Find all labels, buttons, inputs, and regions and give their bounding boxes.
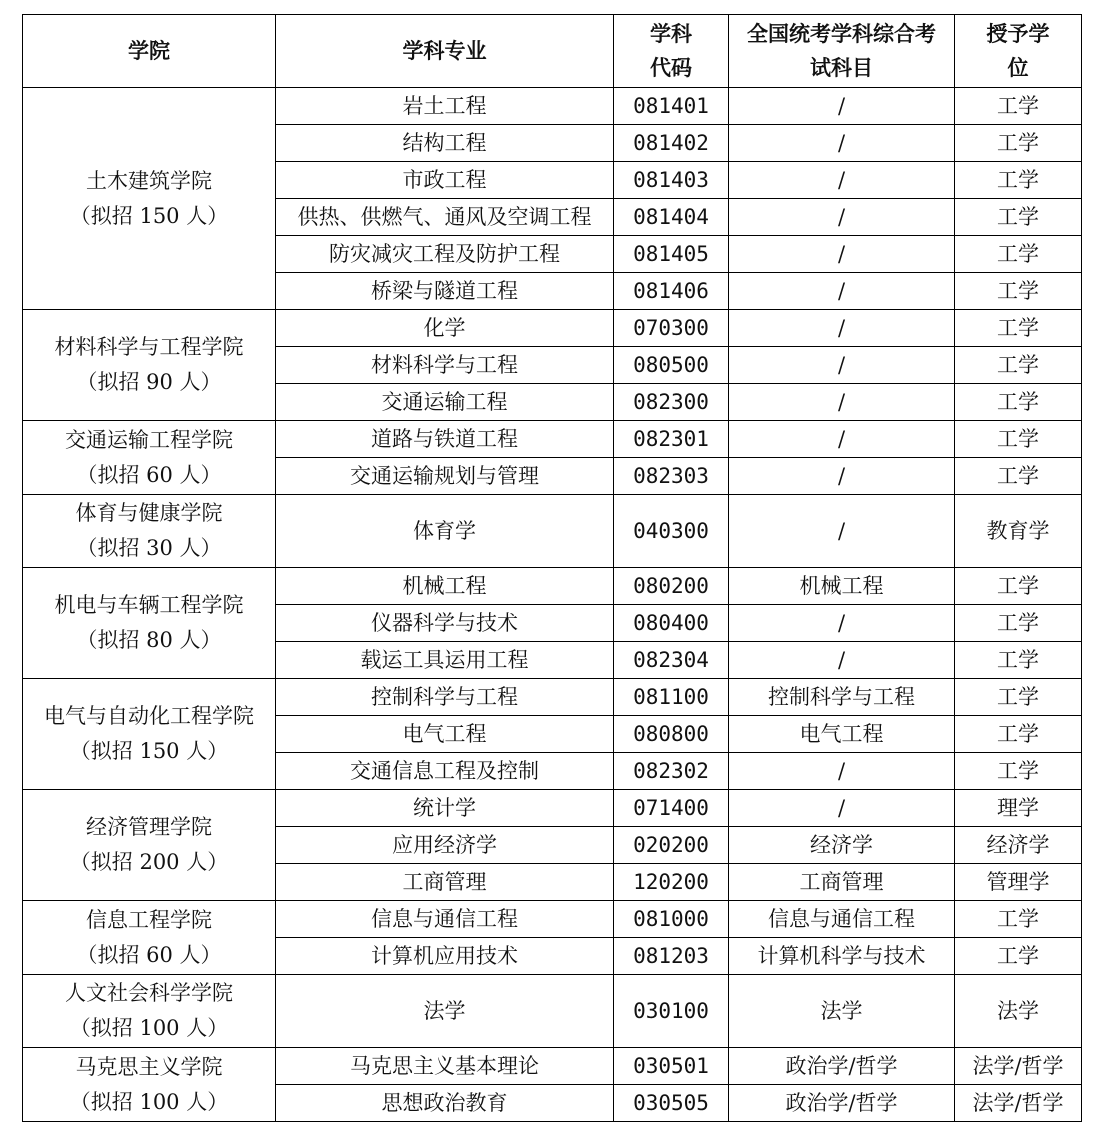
degree-cell: 工学	[955, 568, 1082, 605]
code-cell: 081406	[614, 273, 729, 310]
exam-subject-cell: 信息与通信工程	[729, 901, 955, 938]
college-quota: （拟招 90 人）	[76, 370, 222, 394]
exam-subject-cell: /	[729, 347, 955, 384]
college-quota: （拟招 30 人）	[76, 536, 222, 560]
exam-subject-cell: /	[729, 162, 955, 199]
code-cell: 040300	[614, 495, 729, 568]
code-cell: 080500	[614, 347, 729, 384]
degree-cell: 工学	[955, 162, 1082, 199]
degree-cell: 法学	[955, 975, 1082, 1048]
code-cell: 030501	[614, 1048, 729, 1085]
degree-cell: 理学	[955, 790, 1082, 827]
table-row	[23, 421, 1082, 458]
exam-subject-cell: /	[729, 273, 955, 310]
exam-subject-cell: 电气工程	[729, 716, 955, 753]
college-cell	[23, 310, 276, 421]
college-name: 机电与车辆工程学院	[54, 593, 244, 617]
major-cell: 信息与通信工程	[276, 901, 614, 938]
table-row	[23, 901, 1082, 938]
code-cell: 081402	[614, 125, 729, 162]
degree-cell: 工学	[955, 236, 1082, 273]
code-cell: 081401	[614, 88, 729, 125]
degree-cell: 工学	[955, 347, 1082, 384]
exam-subject-cell: /	[729, 125, 955, 162]
college-quota: （拟招 60 人）	[76, 462, 222, 487]
exam-subject-cell: 政治学/哲学	[729, 1085, 955, 1122]
code-cell: 081404	[614, 199, 729, 236]
exam-subject-cell: 法学	[729, 975, 955, 1048]
major-cell: 交通信息工程及控制	[276, 753, 614, 790]
degree-cell: 工学	[955, 901, 1082, 938]
major-cell: 载运工具运用工程	[276, 642, 614, 679]
table-row	[23, 1048, 1082, 1085]
degree-cell: 工学	[955, 421, 1082, 458]
major-cell: 电气工程	[276, 716, 614, 753]
college-name: 电气与自动化工程学院	[44, 704, 254, 728]
major-cell: 岩土工程	[276, 88, 614, 125]
code-cell: 081405	[614, 236, 729, 273]
degree-cell: 工学	[955, 199, 1082, 236]
college-quota: （拟招 150 人）	[69, 203, 229, 228]
degree-cell: 工学	[955, 384, 1082, 421]
major-cell: 体育学	[276, 495, 614, 568]
code-cell: 082301	[614, 421, 729, 458]
degree-cell: 教育学	[955, 495, 1082, 568]
major-cell: 道路与铁道工程	[276, 421, 614, 458]
degree-cell: 工学	[955, 310, 1082, 347]
degree-cell: 工学	[955, 753, 1082, 790]
code-cell: 030100	[614, 975, 729, 1048]
exam-subject-cell: /	[729, 790, 955, 827]
code-cell: 071400	[614, 790, 729, 827]
degree-cell: 工学	[955, 125, 1082, 162]
exam-subject-cell: /	[729, 458, 955, 495]
major-cell: 工商管理	[276, 864, 614, 901]
code-cell: 081100	[614, 679, 729, 716]
exam-subject-cell: /	[729, 310, 955, 347]
college-name: 马克思主义学院	[75, 1054, 223, 1079]
degree-cell: 工学	[955, 605, 1082, 642]
code-cell: 081203	[614, 938, 729, 975]
table-row	[23, 88, 1082, 125]
degree-cell: 经济学	[955, 827, 1082, 864]
major-cell: 交通运输规划与管理	[276, 458, 614, 495]
college-cell	[23, 568, 276, 679]
exam-subject-cell: /	[729, 642, 955, 679]
major-cell: 交通运输工程	[276, 384, 614, 421]
degree-cell: 工学	[955, 642, 1082, 679]
major-cell: 机械工程	[276, 568, 614, 605]
college-name: 交通运输工程学院	[65, 427, 233, 452]
table-row	[23, 495, 1082, 568]
exam-subject-cell: 经济学	[729, 827, 955, 864]
major-cell: 桥梁与隧道工程	[276, 273, 614, 310]
major-cell: 化学	[276, 310, 614, 347]
table-row	[23, 975, 1082, 1048]
degree-cell: 法学/哲学	[955, 1048, 1082, 1085]
header-major: 学科专业	[276, 15, 614, 88]
college-name: 信息工程学院	[86, 907, 212, 932]
major-cell: 仪器科学与技术	[276, 605, 614, 642]
code-cell: 082304	[614, 642, 729, 679]
exam-subject-cell: 计算机科学与技术	[729, 938, 955, 975]
degree-cell: 工学	[955, 716, 1082, 753]
header-code: 学科代码	[614, 15, 729, 88]
header-college: 学院	[23, 15, 276, 88]
code-cell: 081000	[614, 901, 729, 938]
table-row	[23, 679, 1082, 716]
college-cell	[23, 88, 276, 310]
major-cell: 应用经济学	[276, 827, 614, 864]
exam-subject-cell: 控制科学与工程	[729, 679, 955, 716]
exam-subject-cell: /	[729, 236, 955, 273]
exam-subject-cell: 工商管理	[729, 864, 955, 901]
table-row	[23, 790, 1082, 827]
degree-cell: 工学	[955, 938, 1082, 975]
major-cell: 市政工程	[276, 162, 614, 199]
enrollment-table	[22, 14, 1082, 1122]
degree-cell: 管理学	[955, 864, 1082, 901]
code-cell: 082303	[614, 458, 729, 495]
header-exam: 全国统考学科综合考试科目	[729, 15, 955, 88]
college-cell	[23, 1048, 276, 1122]
code-cell: 081403	[614, 162, 729, 199]
college-cell	[23, 790, 276, 901]
major-cell: 计算机应用技术	[276, 938, 614, 975]
exam-subject-cell: /	[729, 199, 955, 236]
college-quota: （拟招 150 人）	[69, 739, 229, 763]
college-cell	[23, 901, 276, 975]
exam-subject-cell: /	[729, 384, 955, 421]
code-cell: 082300	[614, 384, 729, 421]
degree-cell: 工学	[955, 679, 1082, 716]
header-degree: 授予学位	[955, 15, 1082, 88]
college-name: 人文社会科学学院	[65, 981, 233, 1005]
major-cell: 结构工程	[276, 125, 614, 162]
table-row	[23, 568, 1082, 605]
exam-subject-cell: 政治学/哲学	[729, 1048, 955, 1085]
exam-subject-cell: /	[729, 753, 955, 790]
major-cell: 统计学	[276, 790, 614, 827]
exam-subject-cell: /	[729, 421, 955, 458]
code-cell: 030505	[614, 1085, 729, 1122]
degree-cell: 法学/哲学	[955, 1085, 1082, 1122]
degree-cell: 工学	[955, 458, 1082, 495]
code-cell: 120200	[614, 864, 729, 901]
major-cell: 材料科学与工程	[276, 347, 614, 384]
exam-subject-cell: /	[729, 605, 955, 642]
major-cell: 思想政治教育	[276, 1085, 614, 1122]
exam-subject-cell: /	[729, 88, 955, 125]
college-name: 体育与健康学院	[75, 501, 223, 525]
code-cell: 020200	[614, 827, 729, 864]
major-cell: 马克思主义基本理论	[276, 1048, 614, 1085]
major-cell: 防灾减灾工程及防护工程	[276, 236, 614, 273]
code-cell: 082302	[614, 753, 729, 790]
college-quota: （拟招 200 人）	[69, 850, 229, 874]
college-cell	[23, 495, 276, 568]
major-cell: 供热、供燃气、通风及空调工程	[276, 199, 614, 236]
code-cell: 070300	[614, 310, 729, 347]
college-name: 材料科学与工程学院	[54, 335, 244, 359]
table-row	[23, 310, 1082, 347]
college-cell	[23, 679, 276, 790]
major-cell: 控制科学与工程	[276, 679, 614, 716]
code-cell: 080800	[614, 716, 729, 753]
college-name: 土木建筑学院	[86, 168, 212, 193]
major-cell: 法学	[276, 975, 614, 1048]
college-name: 经济管理学院	[86, 815, 212, 839]
college-quota: （拟招 100 人）	[69, 1016, 229, 1040]
college-quota: （拟招 80 人）	[76, 628, 222, 652]
header-row	[23, 15, 1082, 88]
code-cell: 080200	[614, 568, 729, 605]
exam-subject-cell: 机械工程	[729, 568, 955, 605]
degree-cell: 工学	[955, 88, 1082, 125]
table-body	[23, 88, 1082, 1122]
college-cell	[23, 975, 276, 1048]
college-cell	[23, 421, 276, 495]
exam-subject-cell: /	[729, 495, 955, 568]
college-quota: （拟招 60 人）	[76, 942, 222, 967]
degree-cell: 工学	[955, 273, 1082, 310]
college-quota: （拟招 100 人）	[69, 1089, 229, 1114]
code-cell: 080400	[614, 605, 729, 642]
